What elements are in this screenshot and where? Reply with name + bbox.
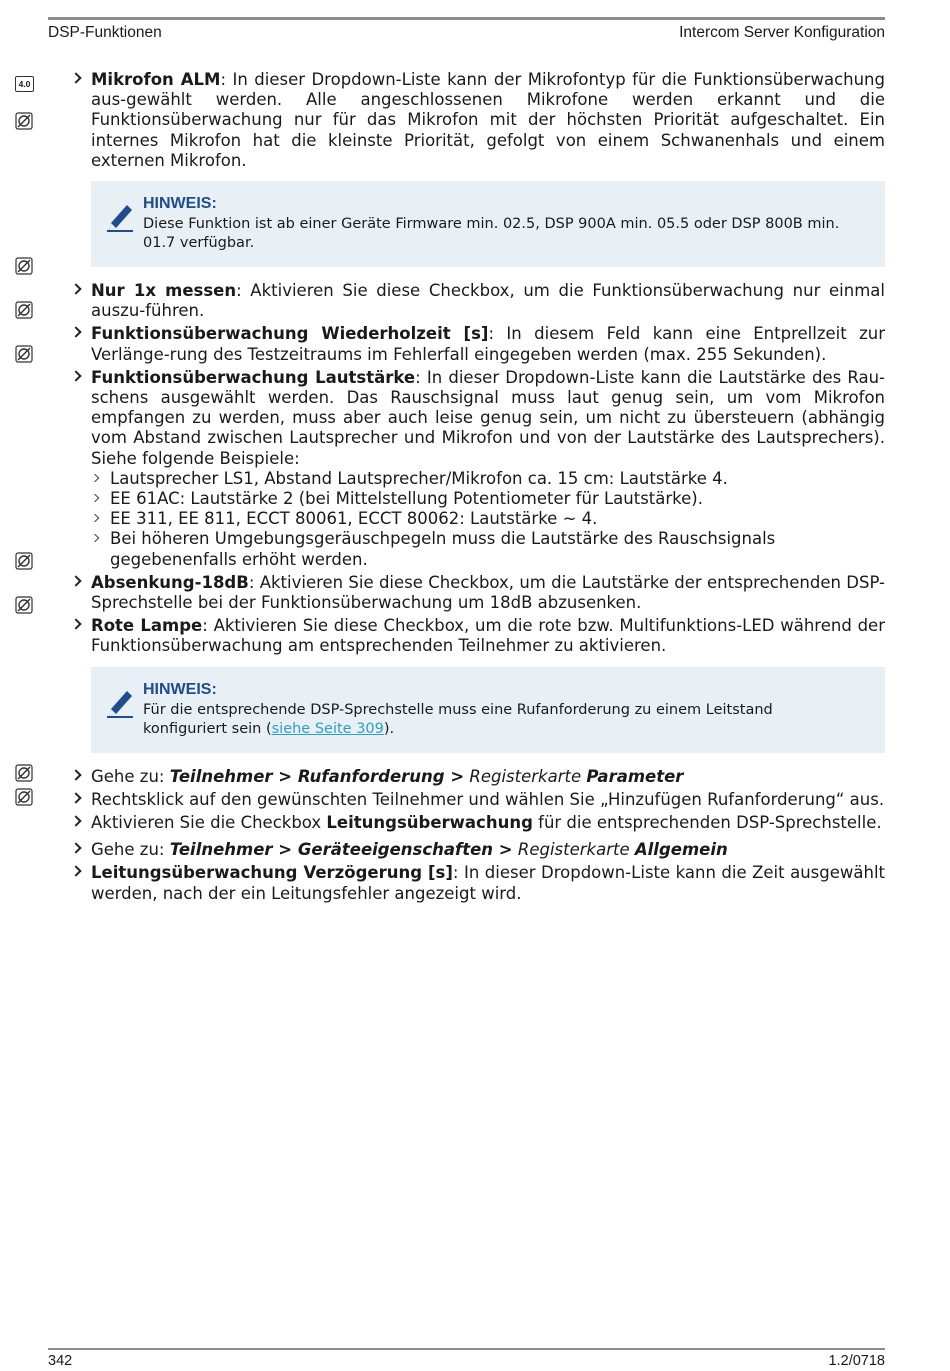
sub-bullet-icon	[91, 514, 99, 522]
text-verzoegerung: : In dieser Dropdown-Liste kann die Zeit ausgewählt werden, nach der ein Leitungsfehler angezeigt wird.	[91, 863, 886, 903]
note-box-rufanforderung	[91, 667, 885, 753]
note-box-firmware	[91, 181, 885, 267]
term-nur-1x: Nur 1x messen	[91, 281, 237, 301]
tab-name: Parameter	[586, 766, 684, 786]
text-lautstaerke: : In dieser Dropdown-Liste kann die Lautstärke des Rau-schens ausgewählt werden. Das Rauschsignal muss laut genug sein, um vom Mikrofon empfangen zu werden, muss aber auch leise genug sein, um nicht zu übersteuern (abhängig vom Abstand zwischen Lautsprecher und Mikrofon und von der Lautstärke des Lautsprechers). Siehe folgende Beispiele:	[91, 367, 886, 468]
list-item-wiederholzeit	[0, 324, 885, 364]
note-title: HINWEIS:	[143, 680, 217, 698]
text-rote-lampe: : Aktivieren Sie diese Checkbox, um die rote bzw. Multifunktions-LED während der Funktionsüberwachung am entsprechenden Teilnehmer zu aktivieren.	[91, 616, 885, 656]
bullet-arrow-icon	[70, 866, 81, 877]
tab-name: Allgemein	[634, 840, 728, 860]
document-version: 1.2/0718	[828, 1353, 885, 1369]
list-item-rote-lampe	[0, 616, 885, 656]
term-lautstaerke: Funktionsüberwachung Lautstärke	[91, 367, 416, 387]
sub-bullet-icon	[91, 494, 99, 502]
bullet-arrow-icon	[70, 769, 81, 780]
bullet-arrow-icon	[70, 72, 81, 83]
page-number: 342	[48, 1353, 73, 1369]
header-section-title: DSP-Funktionen	[48, 24, 162, 41]
list-item-nur-1x-messen	[0, 281, 885, 321]
note-body: Diese Funktion ist ab einer Geräte Firmware min. 02.5, DSP 900A min. 05.5 oder DSP 800B min. 01.7 verfügbar.	[143, 216, 840, 252]
text-mikrofon: : In dieser Dropdown-Liste kann der Mikrofontyp für die Funktionsüberwachung aus-gewählt werden. Alle angeschlossenen Mikrofone werden erkannt und die Funktionsüberwachung nur für das Mikrofon mit der höchsten Priorität aufgeschaltet. Ein internes Mikrofon hat die kleinste Priorität, gefolgt von einem Schwanenhals und einem externen Mikrofon.	[91, 70, 885, 170]
example-item: Bei höheren Umgebungsgeräuschpegeln muss die Lautstärke des Rauschsignals gegebenenfalls erhöht werden.	[91, 529, 885, 569]
list-item-absenkung	[0, 573, 885, 613]
example-item: EE 311, EE 811, ECCT 80061, ECCT 80062: Lautstärke ~ 4.	[91, 509, 885, 529]
page-reference-link[interactable]: siehe Seite 309	[271, 720, 384, 737]
header-rule	[48, 17, 885, 20]
list-item-lautstaerke	[0, 368, 885, 570]
sub-bullet-icon	[91, 474, 99, 482]
menu-path: Teilnehmer > Rufanforderung >	[169, 766, 465, 786]
menu-path: Teilnehmer > Geräteeigenschaften >	[169, 840, 513, 860]
version-badge: 4.0	[15, 76, 34, 92]
term-absenkung: Absenkung-18dB	[91, 572, 249, 592]
main-content	[0, 70, 950, 907]
bullet-arrow-icon	[70, 575, 81, 586]
bullet-arrow-icon	[70, 843, 81, 854]
list-item-aktivieren-leitungsueberwachung: Aktivieren Sie die Checkbox Leitungsüberwachung für die entsprechenden DSP-Sprechstelle.	[0, 813, 885, 833]
text-nur-1x: : Aktivieren Sie diese Checkbox, um die Funktionsüberwachung nur einmal auszu-führen.	[91, 281, 885, 321]
header-document-title: Intercom Server Konfiguration	[679, 24, 885, 41]
list-item-gehe-zu-geraeteeigenschaften: Gehe zu: Teilnehmer > Geräteeigenschaften > Registerkarte Allgemein	[0, 840, 885, 860]
footer-rule	[48, 1348, 885, 1350]
bullet-arrow-icon	[70, 815, 81, 826]
list-item-verzoegerung	[0, 863, 885, 903]
example-item: Lautsprecher LS1, Abstand Lautsprecher/Mikrofon ca. 15 cm: Lautstärke 4.	[91, 469, 885, 489]
pencil-icon	[105, 685, 135, 719]
pencil-icon	[105, 199, 135, 233]
list-item-mikrofon	[0, 70, 885, 171]
term-verzoegerung: Leitungsüberwachung Verzögerung [s]	[91, 863, 453, 883]
bullet-arrow-icon	[70, 619, 81, 630]
list-item-rechtsklick: Rechtsklick auf den gewünschten Teilnehmer und wählen Sie „Hinzufügen Rufanforderung“ aus.	[0, 790, 885, 810]
term-mikrofon: Mikrofon ALM	[91, 70, 221, 89]
bullet-arrow-icon	[70, 370, 81, 381]
note-body: Für die entsprechende DSP-Sprechstelle muss eine Rufanforderung zu einem Leitstand konfiguriert sein (siehe Seite 309).	[143, 701, 773, 737]
bullet-arrow-icon	[70, 283, 81, 294]
text-absenkung: : Aktivieren Sie diese Checkbox, um die Lautstärke der entsprechenden DSP-Sprechstelle bei der Funktionsüberwachung um 18dB abzusenken.	[91, 572, 885, 613]
example-item: EE 61AC: Lautstärke 2 (bei Mittelstellung Potentiometer für Lautstärke).	[91, 489, 885, 509]
term-wiederholzeit: Funktionsüberwachung Wiederholzeit [s]	[91, 324, 489, 344]
text-wiederholzeit: : In diesem Feld kann eine Entprellzeit zur Verlänge-rung des Testzeitraums im Fehlerfall eingegeben werden (max. 255 Sekunden).	[91, 324, 886, 364]
term-rote-lampe: Rote Lampe	[91, 616, 203, 636]
sub-bullet-icon	[91, 534, 99, 542]
list-item-gehe-zu-rufanforderung: Gehe zu: Teilnehmer > Rufanforderung > Registerkarte Parameter	[0, 767, 885, 787]
note-title: HINWEIS:	[143, 195, 217, 213]
bullet-arrow-icon	[70, 327, 81, 338]
bullet-arrow-icon	[70, 792, 81, 803]
